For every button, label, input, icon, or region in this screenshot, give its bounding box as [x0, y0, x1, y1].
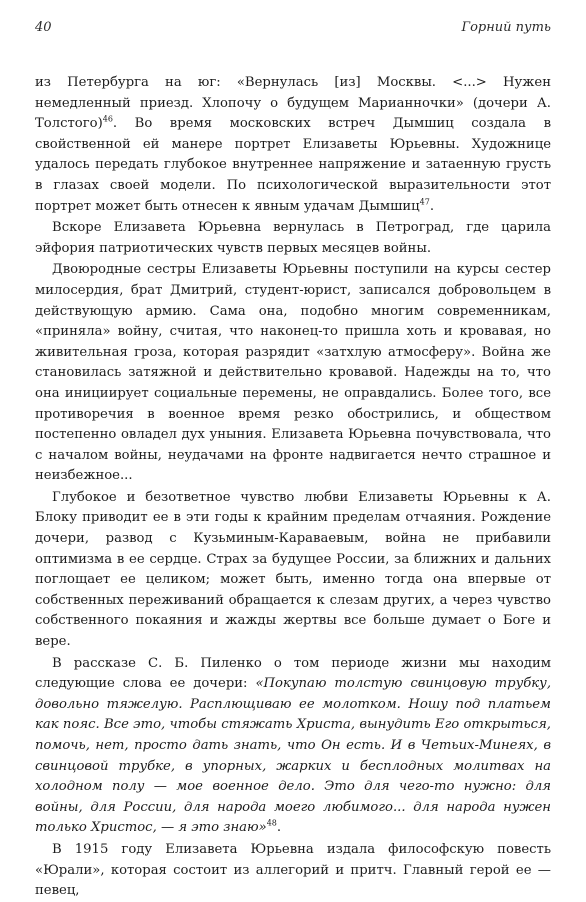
paragraph-6 — [35, 840, 551, 902]
footnote-ref-47[interactable]: 47 — [419, 197, 430, 207]
paragraph-1-continued: . Во время московских встреч Дымшиц создала в свойственной ей манере портрет Елизаветы Юрьевны. Художнице удалось передать глубокое внутреннее напряжение и затаенную грусть в глазах своей модели. По психологической выразительности этот портрет может быть отнесен к явным удачам Дымшиц — [35, 116, 551, 214]
footnote-ref-46[interactable]: 46 — [102, 114, 113, 124]
paragraph-2-text: Вскоре Елизавета Юрьевна вернулась в Петроград, где царила эйфория патриотических чувств первых месяцев войны. — [35, 220, 551, 256]
quotation-italic: «Покупаю толстую свинцовую трубку, довольно тяжелую. Расплющиваю ее молотком. Ношу под платьем как пояс. Все это, чтобы стяжать Христа, вынудить Его открыться, помочь, нет, просто дать знать, что Он есть. И в Четьих-Минеях, в свинцовой трубке, в упорных, жарких и бесплодных молитвах на холодном полу — мое военное дело. Это для чего-то нужно: для войны, для России, для народа моего любимого... для народа нужен только Христос, — я это знаю» — [35, 676, 552, 836]
footnote-ref-48[interactable]: 48 — [266, 818, 277, 828]
page-number: 40 — [35, 20, 52, 35]
paragraph-4 — [35, 488, 551, 653]
paragraph-1-end: . — [429, 198, 435, 214]
page-header — [35, 20, 551, 42]
body-text — [35, 73, 551, 902]
running-title: Горний путь — [461, 20, 551, 35]
paragraph-5-lead: В рассказе С. Б. Пиленко о том периоде жизни мы находим следующие слова ее дочери: — [35, 655, 551, 692]
paragraph-6-text: В 1915 году Елизавета Юрьевна издала философскую повесть «Юрали», которая состоит из аллегорий и притч. Главный герой ее — певец, — [35, 841, 551, 899]
paragraph-4-text: Глубокое и безответное чувство любви Елизаветы Юрьевны к А. Блоку приводит ее в эти годы к крайним пределам отчаяния. Рождение дочери, развод с Кузьминым-Караваевым, война не прибавили оптимизма в ее сердце. Страх за будущее России, за ближних и дальних поглощает ее целиком; может быть, именно тогда она впервые от собственных переживаний обращается к слезам других, а через чувство собственного покаяния и жажды жертвы все больше думает о Боге и вере. — [35, 489, 551, 650]
paragraph-3-text: Двоюродные сестры Елизаветы Юрьевны поступили на курсы сестер милосердия, брат Дмитрий, студент-юрист, записался добровольцем в действующую армию. Сама она, подобно многим современникам, «приняла» войну, считая, что наконец-то пришла хоть и кровавая, но живительная гроза, которая разрядит «затхлую атмосферу». Война же становилась затяжной и действительно кровавой. Надежды на то, что она инициирует социальные перемены, не оправдались. Более того, все противоречия в военное время резко обострились, и обществом постепенно овладел дух уныния. Елизавета Юрьевна почувствовала, что с началом войны, неудачами на фронте надвигается нечто страшное и неизбежное... — [35, 262, 551, 484]
paragraph-3 — [35, 260, 551, 487]
paragraph-1 — [35, 73, 551, 217]
paragraph-2 — [35, 218, 551, 259]
paragraph-5 — [35, 654, 551, 839]
paragraph-5-end: . — [276, 820, 282, 836]
paragraph-1-text: из Петербурга на юг: «Вернулась [из] Москвы. <...> Нужен немедленный приезд. Хлопочу о будущем Марианночки» (дочери А. Толстого) — [35, 75, 551, 132]
